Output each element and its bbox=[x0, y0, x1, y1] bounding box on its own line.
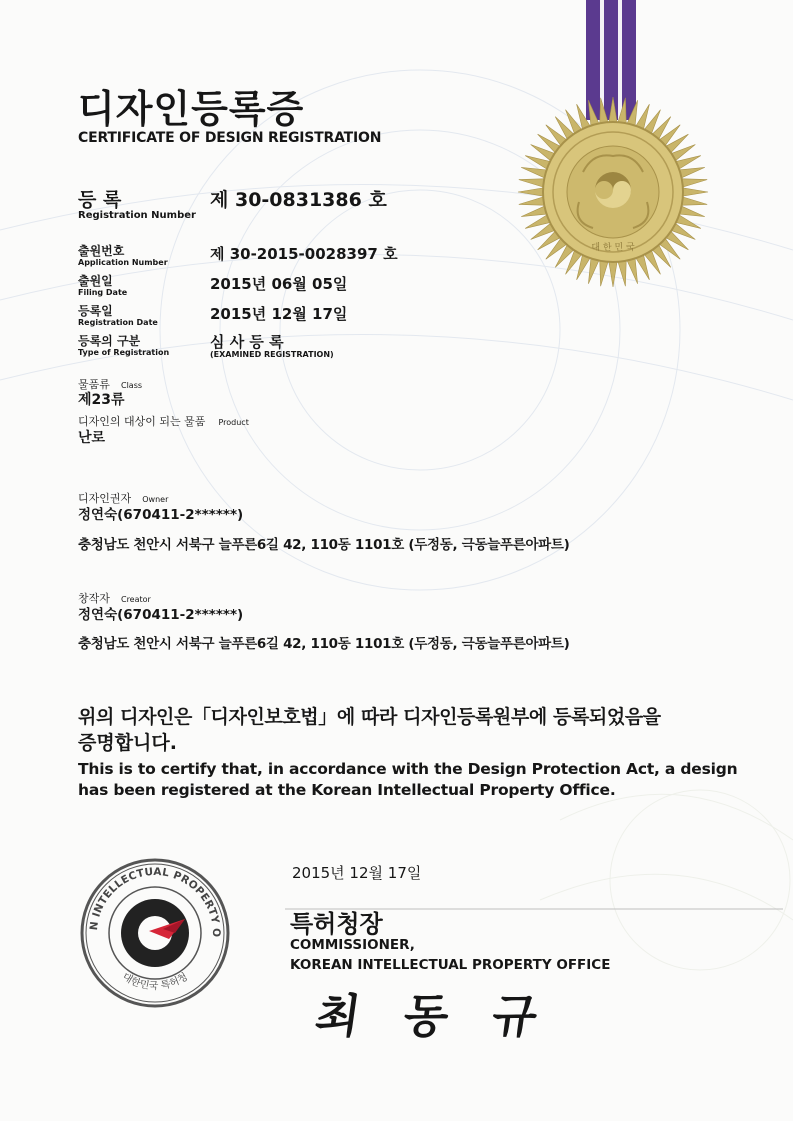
statement-ko-line2: 증명합니다. bbox=[78, 732, 177, 754]
statement-en-line2: has been registered at the Korean Intellectual Property Office. bbox=[78, 781, 616, 799]
registration-label-ko: 등 록 bbox=[78, 189, 122, 211]
medal-text: 대 한 민 국 bbox=[591, 243, 635, 253]
medal-ray bbox=[518, 188, 545, 197]
reg-type-label-ko: 등록의 구분 bbox=[78, 334, 141, 348]
product-label-en: Product bbox=[218, 418, 249, 427]
registration-label-en: Registration Number bbox=[78, 210, 196, 221]
commissioner-signature: 최 동 규 bbox=[311, 989, 555, 1043]
commissioner-title-en1: COMMISSIONER, bbox=[290, 937, 415, 953]
class-label-en: Class bbox=[120, 381, 143, 390]
application-label-ko: 출원번호 bbox=[78, 244, 125, 258]
medal-ray bbox=[680, 179, 708, 188]
reg-type-label-en: Type of Registration bbox=[78, 348, 170, 357]
registration-date: 2015년 12월 17일 bbox=[210, 305, 348, 323]
reg-date-label-ko: 등록일 bbox=[78, 304, 113, 318]
reg-date-label-en: Registration Date bbox=[78, 318, 158, 327]
medal-ray bbox=[681, 188, 708, 197]
product-label-ko: 디자인의 대상이 되는 물품 bbox=[78, 415, 206, 428]
application-label-en: Application Number bbox=[78, 258, 168, 267]
statement-ko-line1: 위의 디자인은「디자인보호법」에 따라 디자인등록원부에 등록되었음을 bbox=[78, 706, 661, 728]
medal-ray bbox=[519, 196, 547, 205]
title-korean: 디자인등록증 bbox=[78, 87, 305, 131]
seal-ring-text: N INTELLECTUAL PROPERTY O bbox=[87, 865, 223, 938]
creator-address: 충청남도 천안시 서북구 늘푸른6길 42, 110동 1101호 (두정동, 극동늘푸른아파트) bbox=[78, 636, 570, 652]
owner-name: 정연숙(670411-2******) bbox=[78, 507, 244, 523]
commissioner-title-ko: 특허청장 bbox=[290, 910, 383, 938]
gold-medal-seal bbox=[513, 92, 713, 292]
medal-ray bbox=[600, 98, 609, 126]
medal-ray bbox=[519, 179, 547, 188]
filing-date: 2015년 06월 05일 bbox=[210, 275, 348, 293]
commissioner-title-en2: KOREAN INTELLECTUAL PROPERTY OFFICE bbox=[290, 957, 611, 973]
medal-ray bbox=[617, 98, 626, 126]
medal-ray bbox=[617, 259, 626, 287]
medal-ray bbox=[609, 260, 618, 287]
creator-name: 정연숙(670411-2******) bbox=[78, 607, 244, 623]
medal-ray bbox=[609, 97, 618, 124]
reg-type-value-en: (EXAMINED REGISTRATION) bbox=[210, 350, 334, 359]
statement-en-line1: This is to certify that, in accordance with the Design Protection Act, a design bbox=[78, 760, 738, 778]
medal-ray bbox=[680, 196, 708, 205]
title-english: CERTIFICATE OF DESIGN REGISTRATION bbox=[78, 130, 382, 146]
class-value: 제23류 bbox=[78, 392, 125, 408]
issue-date: 2015년 12월 17일 bbox=[292, 864, 422, 882]
product-value: 난로 bbox=[78, 430, 106, 446]
medal-ray bbox=[600, 259, 609, 287]
class-label-ko: 물품류 bbox=[78, 378, 110, 391]
filing-label-en: Filing Date bbox=[78, 288, 128, 297]
creator-label-en: Creator bbox=[120, 595, 151, 604]
application-number: 제 30-2015-0028397 호 bbox=[210, 245, 398, 263]
seal-bottom-text: 대한민국 특허청 bbox=[120, 971, 190, 993]
filing-label-ko: 출원일 bbox=[78, 274, 113, 288]
owner-label-en: Owner bbox=[142, 495, 169, 504]
owner-label-ko: 디자인권자 bbox=[78, 492, 132, 505]
owner-address: 충청남도 천안시 서북구 늘푸른6길 42, 110동 1101호 (두정동, 극동늘푸른아파트) bbox=[78, 537, 570, 553]
kipo-seal bbox=[79, 857, 231, 1009]
registration-number: 제 30-0831386 호 bbox=[210, 189, 387, 211]
reg-type-value: 심 사 등 록 bbox=[210, 333, 284, 351]
creator-label-ko: 창작자 bbox=[78, 592, 110, 605]
